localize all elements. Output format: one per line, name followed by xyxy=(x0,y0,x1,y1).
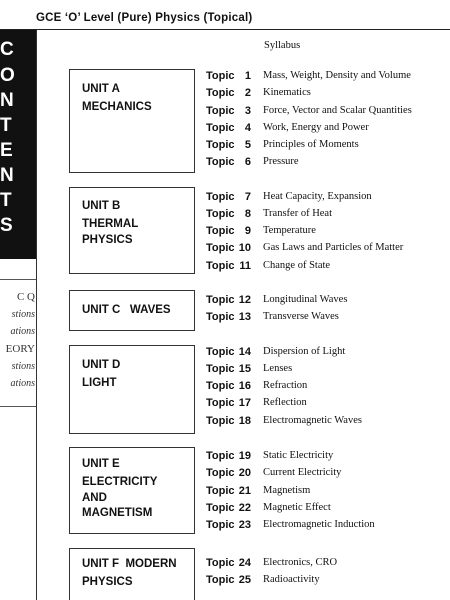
topic-word: Topic xyxy=(206,70,235,82)
contents-letter: O xyxy=(0,65,15,86)
topic-row[interactable] xyxy=(0,83,450,100)
topic-title: Kinematics xyxy=(263,87,311,98)
topic-title: Lenses xyxy=(263,363,293,374)
topic-title: Longitudinal Waves xyxy=(263,294,348,305)
topic-row[interactable] xyxy=(0,518,450,532)
unit-label: UNIT B xyxy=(82,200,121,212)
topic-title: Transfer of Heat xyxy=(263,208,333,219)
contents-letter: N xyxy=(0,165,14,186)
contents-letter: E xyxy=(0,140,13,161)
header-rule xyxy=(0,29,450,30)
topic-title: Transverse Waves xyxy=(263,311,339,322)
topic-title: Dispersion of Light xyxy=(263,346,346,357)
contents-letter: S xyxy=(0,215,13,236)
topic-row[interactable] xyxy=(0,379,450,393)
unit-label: UNIT D xyxy=(82,359,121,371)
sidebar-link[interactable]: stions xyxy=(11,309,35,320)
topic-word: Topic xyxy=(206,294,235,306)
topic-word: Topic xyxy=(206,467,235,479)
topic-word: Topic xyxy=(206,450,235,462)
topic-row[interactable] xyxy=(0,573,450,587)
topic-row[interactable] xyxy=(0,293,450,307)
topic-word: Topic xyxy=(206,519,235,531)
topic-number: 20 xyxy=(238,467,251,479)
topic-title: Electromagnetic Waves xyxy=(263,415,362,426)
unit-label: MAGNETISM xyxy=(82,507,153,519)
topic-title: Radioactivity xyxy=(263,574,320,585)
topic-number: 6 xyxy=(244,156,251,168)
topic-word: Topic xyxy=(206,346,235,358)
topic-number: 10 xyxy=(238,242,251,254)
topic-title: Change of State xyxy=(263,260,331,271)
topic-number: 5 xyxy=(244,139,251,151)
unit-label: PHYSICS xyxy=(82,234,133,246)
topic-row[interactable] xyxy=(0,449,450,463)
topic-row[interactable] xyxy=(0,310,450,324)
page-header: GCE ‘O’ Level (Pure) Physics (Topical) xyxy=(36,12,253,24)
topic-number: 24 xyxy=(238,557,251,569)
topic-number: 9 xyxy=(244,225,251,237)
topic-title: Static Electricity xyxy=(263,450,334,461)
topic-number: 19 xyxy=(238,450,251,462)
topic-title: Principles of Moments xyxy=(263,139,359,150)
unit-label: THERMAL xyxy=(82,218,139,230)
topic-word: Topic xyxy=(206,311,235,323)
topic-row[interactable] xyxy=(0,121,450,135)
topic-word: Topic xyxy=(206,87,235,99)
topic-title: Electromagnetic Induction xyxy=(263,519,375,530)
unit-label: MECHANICS xyxy=(82,101,152,113)
topic-row[interactable] xyxy=(0,190,450,204)
topic-title: Heat Capacity, Expansion xyxy=(263,191,372,202)
syllabus-label: Syllabus xyxy=(264,40,301,51)
topic-row[interactable] xyxy=(0,241,450,255)
contents-letter: T xyxy=(0,190,12,211)
topic-title: Refraction xyxy=(263,380,308,391)
contents-letter: N xyxy=(0,90,14,111)
topic-number: 13 xyxy=(238,311,251,323)
topic-number: 3 xyxy=(244,105,251,117)
topic-row[interactable] xyxy=(0,466,450,480)
topic-row[interactable] xyxy=(0,224,450,238)
topic-title: Work, Energy and Power xyxy=(263,122,369,133)
sidebar-link[interactable]: C Q xyxy=(16,291,35,303)
topic-row[interactable] xyxy=(0,259,450,273)
sidebar-link[interactable]: stions xyxy=(11,361,35,372)
topic-number: 17 xyxy=(238,397,251,409)
topic-word: Topic xyxy=(206,208,235,220)
topic-word: Topic xyxy=(206,502,235,514)
topic-row[interactable] xyxy=(0,359,450,376)
topic-word: Topic xyxy=(206,260,235,272)
topic-word: Topic xyxy=(206,156,235,168)
topic-title: Pressure xyxy=(263,156,299,167)
topic-row[interactable] xyxy=(0,501,450,515)
sidebar-link[interactable]: EORY xyxy=(5,343,35,355)
topic-title: Gas Laws and Particles of Matter xyxy=(263,242,404,253)
unit-label: UNIT F MODERN xyxy=(82,558,177,570)
topic-title: Reflection xyxy=(263,397,307,408)
topic-row[interactable] xyxy=(0,345,450,359)
topic-number: 18 xyxy=(238,415,251,427)
sidebar-rule xyxy=(0,279,36,280)
topic-number: 1 xyxy=(244,70,251,82)
topic-row[interactable] xyxy=(0,556,450,570)
topic-number: 25 xyxy=(238,574,251,586)
topic-title: Current Electricity xyxy=(263,467,342,478)
topic-word: Topic xyxy=(206,122,235,134)
topic-number: 21 xyxy=(238,485,251,497)
topic-row[interactable] xyxy=(0,207,450,221)
sidebar-link[interactable]: ations xyxy=(10,378,35,389)
topic-number: 14 xyxy=(238,346,251,358)
contents-letter: C xyxy=(0,39,14,60)
topic-number: 16 xyxy=(238,380,251,392)
topic-title: Temperature xyxy=(263,225,316,236)
topic-title: Force, Vector and Scalar Quantities xyxy=(263,105,412,116)
unit-label: UNIT A xyxy=(82,83,120,95)
topic-number: 11 xyxy=(239,260,251,272)
topic-word: Topic xyxy=(206,242,235,254)
unit-label: UNIT C WAVES xyxy=(82,304,171,316)
unit-label: UNIT E xyxy=(82,458,120,470)
topic-row[interactable] xyxy=(0,138,450,152)
topic-word: Topic xyxy=(206,105,235,117)
topic-row[interactable] xyxy=(0,101,450,118)
topic-number: 4 xyxy=(244,122,251,134)
topic-number: 15 xyxy=(238,363,251,375)
topic-word: Topic xyxy=(206,191,235,203)
topic-title: Magnetism xyxy=(263,485,311,496)
unit-label: AND xyxy=(82,492,107,504)
topic-word: Topic xyxy=(206,397,235,409)
topic-row[interactable] xyxy=(0,155,450,169)
topic-number: 2 xyxy=(244,87,251,99)
unit-label: LIGHT xyxy=(82,377,117,389)
topic-word: Topic xyxy=(206,225,235,237)
topic-title: Magnetic Effect xyxy=(263,502,331,513)
sidebar-link[interactable]: ations xyxy=(10,326,35,337)
topic-word: Topic xyxy=(206,139,235,151)
topic-word: Topic xyxy=(206,380,235,392)
topic-word: Topic xyxy=(206,485,235,497)
unit-label: PHYSICS xyxy=(82,576,133,588)
topic-number: 23 xyxy=(238,519,251,531)
topic-number: 12 xyxy=(238,294,251,306)
topic-title: Electronics, CRO xyxy=(263,557,338,568)
unit-label: ELECTRICITY xyxy=(82,476,158,488)
topic-row[interactable] xyxy=(0,414,450,428)
topic-word: Topic xyxy=(206,557,235,569)
topic-row[interactable] xyxy=(0,484,450,498)
topic-number: 22 xyxy=(238,502,251,514)
topic-number: 7 xyxy=(244,191,251,203)
topic-row[interactable] xyxy=(0,69,450,83)
topic-row[interactable] xyxy=(0,396,450,410)
topic-word: Topic xyxy=(206,574,235,586)
topic-title: Mass, Weight, Density and Volume xyxy=(263,70,411,81)
topic-word: Topic xyxy=(206,415,235,427)
topic-number: 8 xyxy=(244,208,251,220)
topic-word: Topic xyxy=(206,363,235,375)
contents-letter: T xyxy=(0,115,12,136)
